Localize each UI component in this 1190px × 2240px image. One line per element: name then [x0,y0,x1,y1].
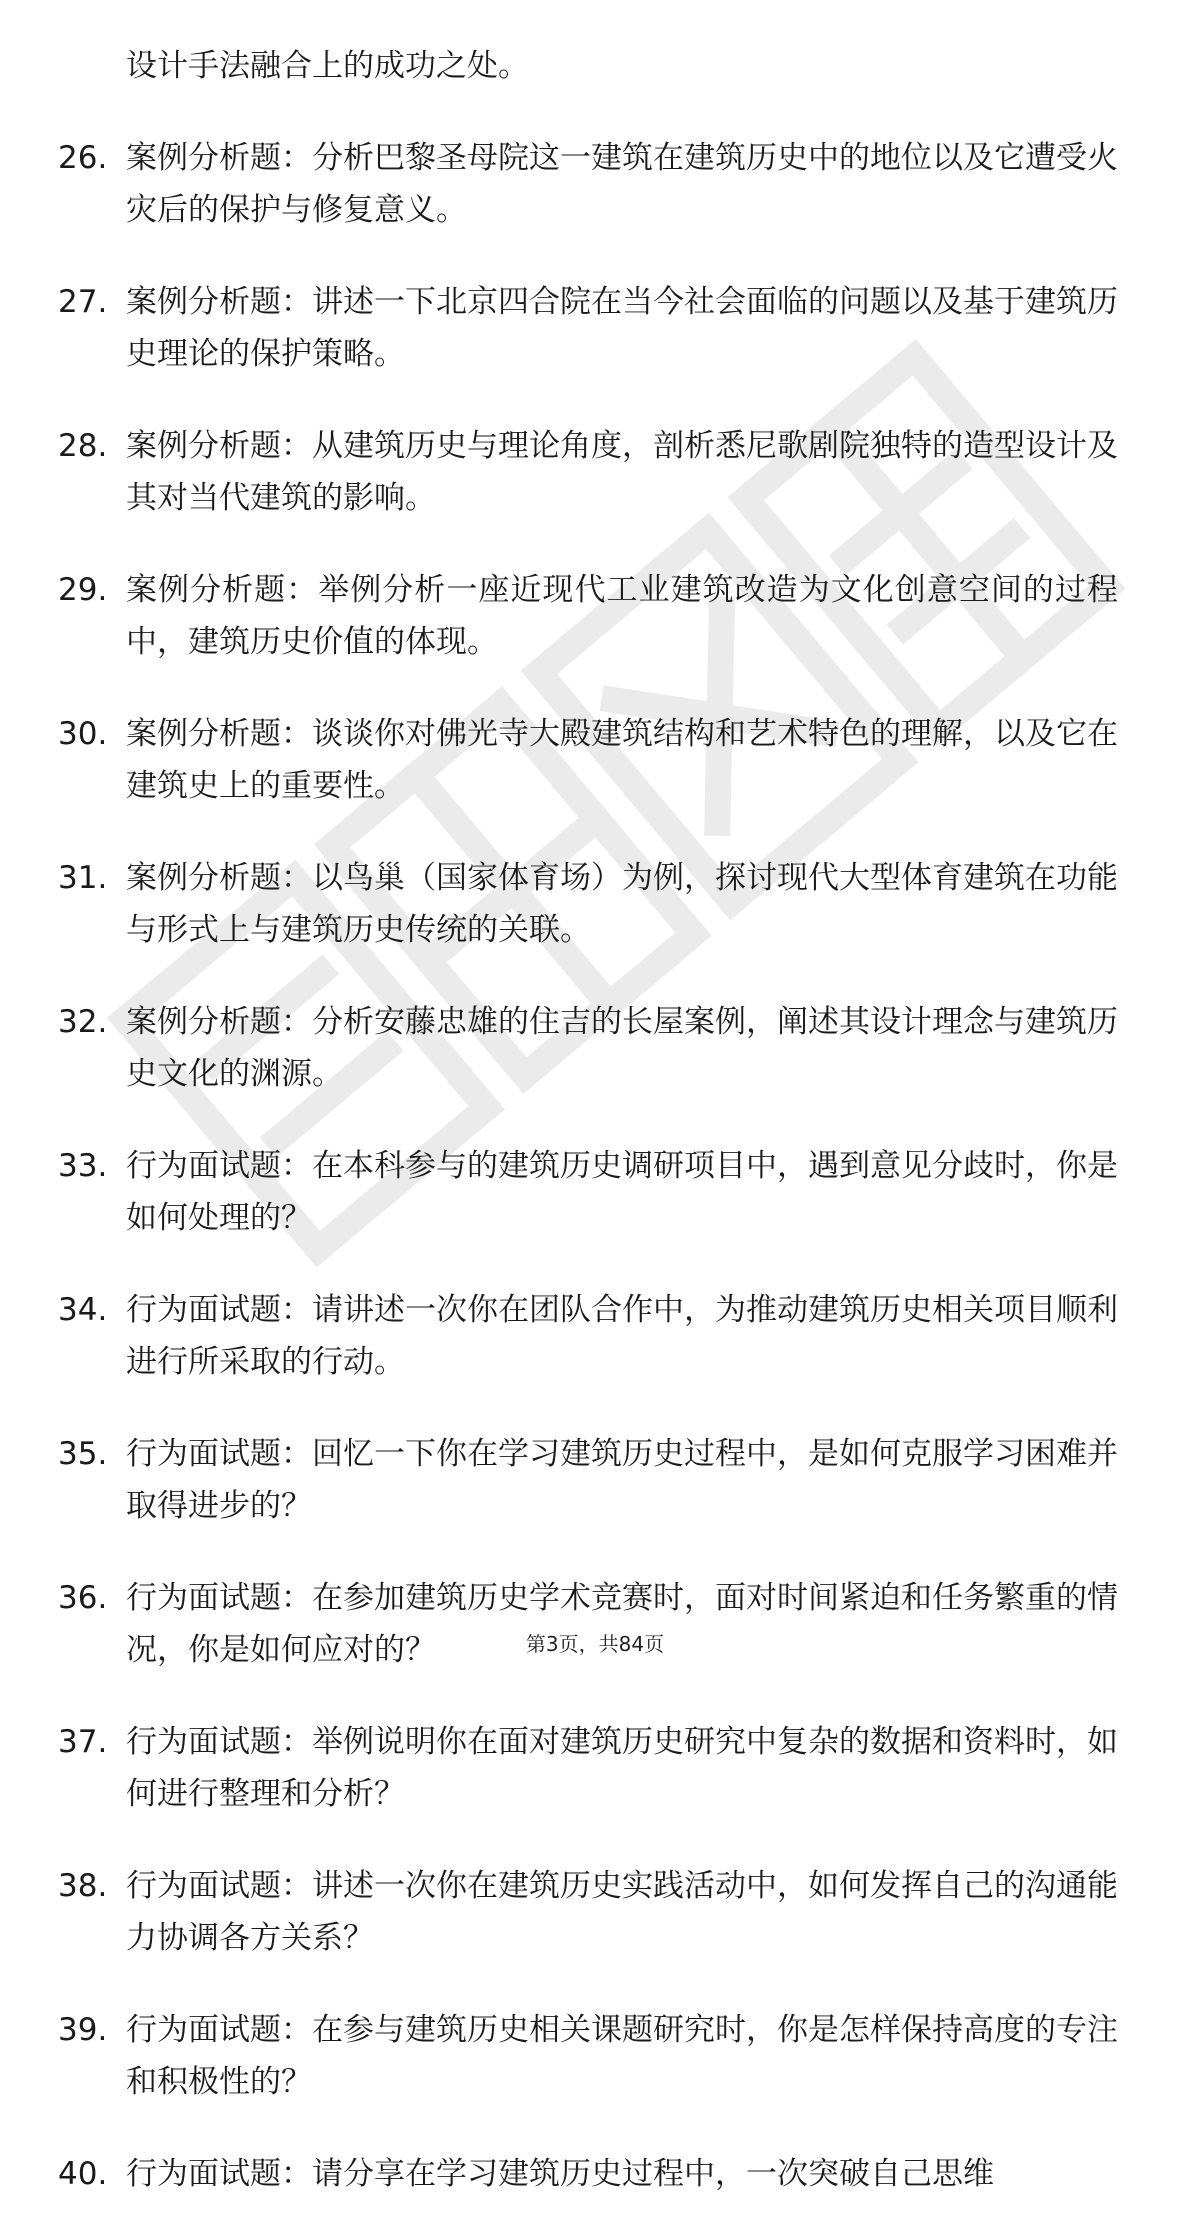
item-number: 38. [58,1868,108,1904]
item-number: 37. [58,1724,108,1760]
item-number: 28. [58,428,108,464]
item-text: 行为面试题：请讲述一次你在团队合作中，为推动建筑历史相关项目顺利进行所采取的行动。 [126,1292,1118,1380]
item-text: 案例分析题：讲述一下北京四合院在当今社会面临的问题以及基于建筑历史理论的保护策略。 [126,284,1118,372]
list-item [58,2148,1118,2200]
item-number: 40. [58,2156,108,2192]
list-item [58,2004,1118,2108]
item-text: 行为面试题：请分享在学习建筑历史过程中，一次突破自己思维 [126,2156,994,2192]
item-number: 26. [58,140,108,176]
item-text: 案例分析题：举例分析一座近现代工业建筑改造为文化创意空间的过程中，建筑历史价值的体现。 [126,572,1118,660]
list-item [58,708,1118,812]
list-item [58,1284,1118,1388]
item-text: 行为面试题：回忆一下你在学习建筑历史过程中，是如何克服学习困难并取得进步的？ [126,1436,1118,1524]
list-item [58,1716,1118,1820]
list-item [58,1428,1118,1532]
item-number: 39. [58,2012,108,2048]
item-text: 案例分析题：以鸟巢（国家体育场）为例，探讨现代大型体育建筑在功能与形式上与建筑历史传统的关联。 [126,860,1118,948]
item-number: 33. [58,1148,108,1184]
item-number: 32. [58,1004,108,1040]
item-text: 行为面试题：在参加建筑历史学术竞赛时，面对时间紧迫和任务繁重的情况，你是如何应对的？ [126,1580,1118,1668]
item-text: 行为面试题：在本科参与的建筑历史调研项目中，遇到意见分歧时，你是如何处理的？ [126,1148,1118,1236]
list-item [58,564,1118,668]
item-number: 34. [58,1292,108,1328]
item-text: 案例分析题：谈谈你对佛光寺大殿建筑结构和艺术特色的理解，以及它在建筑史上的重要性。 [126,716,1118,804]
item-text: 案例分析题：从建筑历史与理论角度，剖析悉尼歌剧院独特的造型设计及其对当代建筑的影响。 [126,428,1118,516]
item-text: 行为面试题：在参与建筑历史相关课题研究时，你是怎样保持高度的专注和积极性的？ [126,2012,1118,2100]
item-number: 31. [58,860,108,896]
item-text: 案例分析题：分析安藤忠雄的住吉的长屋案例，阐述其设计理念与建筑历史文化的渊源。 [126,1004,1118,1092]
item-number: 30. [58,716,108,752]
list-item [58,1140,1118,1244]
list-item [58,276,1118,380]
question-list [58,40,1118,2240]
list-item [58,996,1118,1100]
page-footer: 第3页，共84页 [525,1632,665,1656]
list-item [58,852,1118,956]
item-text: 案例分析题：分析巴黎圣母院这一建筑在建筑历史中的地位以及它遭受火灾后的保护与修复意义。 [126,140,1118,228]
item-number: 29. [58,572,108,608]
item-number: 35. [58,1436,108,1472]
list-item [58,420,1118,524]
item-number: 36. [58,1580,108,1616]
list-item [58,132,1118,236]
item-text: 行为面试题：举例说明你在面对建筑历史研究中复杂的数据和资料时，如何进行整理和分析？ [126,1724,1118,1812]
list-item [58,1860,1118,1964]
item-number: 27. [58,284,108,320]
list-item [58,1572,1118,1676]
continuation-text: 设计手法融合上的成功之处。 [126,48,529,84]
item-text: 行为面试题：讲述一次你在建筑历史实践活动中，如何发挥自己的沟通能力协调各方关系？ [126,1868,1118,1956]
